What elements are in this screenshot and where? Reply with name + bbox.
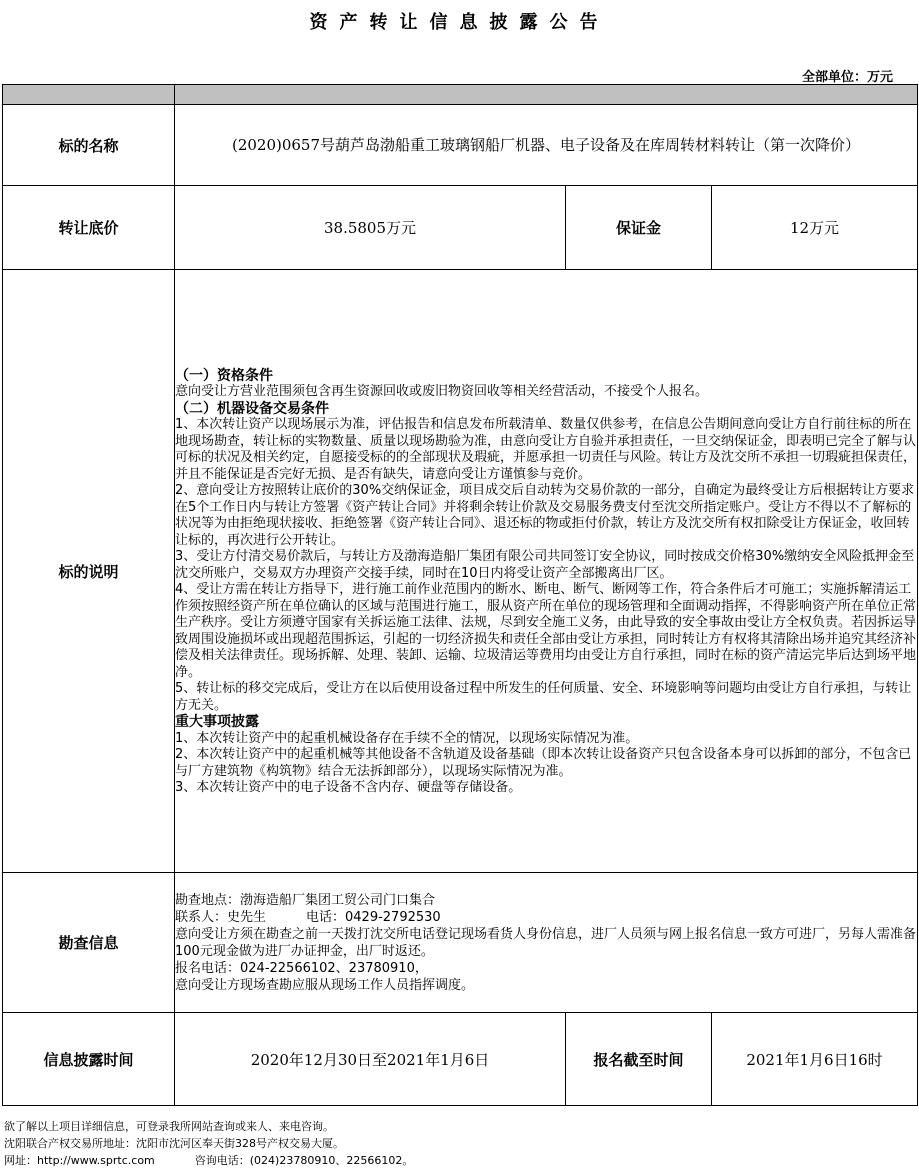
row-name xyxy=(3,105,918,186)
footer-line: 欲了解以上项目详细信息，可登录我所网站查询或来人、来电咨询。 xyxy=(4,1120,334,1133)
footer xyxy=(4,1118,413,1169)
footer-phone: 咨询电话：(024)23780910、22566102。 xyxy=(194,1154,414,1167)
trade-term-item: 1、本次转让资产以现场展示为准，评估报告和信息发布所载清单、数量仅供参考，在信息公告期间意向受让方自行前往标的所在地现场勘查，转让标的实物数量、质量以现场勘验为准，由意向受让方自验并承担责任，一旦交纳保证金，即表明已完全了解与认可标的状况及相关约定，自愿接受标的的全部现状及瑕疵，并愿承担一切责任与风险。转让方及沈交所不承担一切瑕疵担保责任，并且不能保证是否完好无损、是否有缺失，请意向受让方谨慎参与竞价。 xyxy=(175,417,917,482)
name-label: 标的名称 xyxy=(3,105,175,186)
time-label: 信息披露时间 xyxy=(3,1013,175,1106)
trade-term-item: 3、受让方付清交易价款后，与转让方及渤海造船厂集团有限公司共同签订安全协议，同时按成交价格30%缴纳安全风险抵押金至沈交所账户，交易双方办理资产交接手续，同时在10日内将受让资产全部搬离出厂区。 xyxy=(175,549,915,581)
major-matter-item: 1、本次转让资产中的起重机械设备存在手续不全的情况，以现场实际情况为准。 xyxy=(175,730,639,746)
page-title: 资产转让信息披露公告 xyxy=(309,12,610,33)
inspect-note: 意向受让方现场查勘应服从现场工作人员指挥调度。 xyxy=(175,977,475,993)
deposit-label: 保证金 xyxy=(566,186,712,270)
inspect-label: 勘查信息 xyxy=(3,873,175,1013)
deadline-label: 报名截至时间 xyxy=(566,1013,712,1106)
disclosure-table xyxy=(2,84,918,1106)
qualification-text: 意向受让方营业范围须包含再生资源回收或废旧物资回收等相关经营活动，不接受个人报名。 xyxy=(175,384,709,399)
qualification-heading: （一）资格条件 xyxy=(175,367,273,384)
header-bar-right xyxy=(175,85,918,105)
major-matters-heading: 重大事项披露 xyxy=(175,714,259,730)
time-value: 2020年12月30日至2021年1月6日 xyxy=(175,1013,566,1106)
row-time xyxy=(3,1013,918,1106)
desc-content xyxy=(175,270,918,873)
inspect-content xyxy=(175,873,918,1013)
deposit-value: 12万元 xyxy=(712,186,918,270)
footer-contact-line xyxy=(4,1152,413,1169)
inspect-note: 意向受让方须在勘查之前一天拨打沈交所电话登记现场看货人身份信息，进厂人员须与网上报名信息一致方可进厂，另每人需准备100元现金做为进厂办证押金，出厂时返还。 xyxy=(175,926,917,959)
deadline-value: 2021年1月6日16时 xyxy=(712,1013,918,1106)
inspect-contact-line xyxy=(175,909,917,926)
trade-term-item: 2、意向受让方按照转让底价的30%交纳保证金，项目成交后自动转为交易价款的一部分，自确定为最终受让方后根据转让方要求在5个工作日内与转让方签署《资产转让合同》并将剩余转让价款及交易服务费支付至沈交所指定账户。受让方不得以不了解标的状况等为由拒绝现状接收、拒绝签署《资产转让合同》、退还标的物或拒付价款，转让方及沈交所有权扣除受让方保证金，收回转让标的，再次进行公开转让。 xyxy=(175,483,915,548)
trade-terms-heading: （二）机器设备交易条件 xyxy=(175,400,329,417)
row-price xyxy=(3,186,918,270)
name-value: (2020)0657号葫芦岛渤船重工玻璃钢船厂机器、电子设备及在库周转材料转让（第一次降价） xyxy=(175,105,918,186)
footer-address: 沈阳联合产权交易所地址：沈阳市沈河区奉天街328号产权交易大厦。 xyxy=(4,1137,344,1150)
price-value: 38.5805万元 xyxy=(175,186,566,270)
inspect-reg-phone: 报名电话：024-22566102、23780910， xyxy=(175,960,428,976)
desc-label: 标的说明 xyxy=(3,270,175,873)
unit-note: 全部单位：万元 xyxy=(801,70,893,85)
major-matter-item: 2、本次转让资产中的起重机械等其他设备不含轨道及设备基础（即本次转让设备资产只包含设备本身可以拆卸的部分，不包含已与厂方建筑物《构筑物》结合无法拆卸部分），以现场实际情况为准。 xyxy=(175,747,912,779)
header-bar-row xyxy=(3,85,918,105)
inspect-contact: 联系人：史先生 xyxy=(175,909,267,925)
footer-website: 网址：http://www.sprtc.com xyxy=(4,1154,155,1167)
major-matter-item: 3、本次转让资产中的电子设备不含内存、硬盘等存储设备。 xyxy=(175,780,522,795)
header-bar-left xyxy=(3,85,175,105)
inspect-place: 勘查地点：渤海造船厂集团工贸公司门口集合 xyxy=(175,892,436,908)
row-inspection xyxy=(3,873,918,1013)
trade-term-item: 5、转让标的移交完成后，受让方在以后使用设备过程中所发生的任何质量、安全、环境影响等问题均由受让方自行承担，与转让方无关。 xyxy=(175,681,912,713)
row-description xyxy=(3,270,918,873)
trade-term-item: 4、受让方需在转让方指导下，进行施工前作业范围内的断水、断电、断气、断网等工作，符合条件后才可施工；实施拆解清运工作须按照经资产所在单位确认的区域与范围进行施工，服从资产所在单位的现场管理和全面调动指挥，不得影响资产所在单位正常生产秩序。受让方须遵守国家有关拆运施工法律、法规，尽到安全施工义务，由此导致的安全事故由受让方全权负责。若因拆运导致周围设施损坏或出现超范围拆运，引起的一切经济损失和责任全部由受让方承担，同时转让方有权将其清除出场并追究其经济补偿及相关法律责任。现场拆解、处理、装卸、运输、垃圾清运等费用均由受让方自行承担，同时在标的资产清运完毕后达到场平地净。 xyxy=(175,582,917,680)
price-label: 转让底价 xyxy=(3,186,175,270)
inspect-phone: 电话：0429-2792530 xyxy=(306,909,441,925)
